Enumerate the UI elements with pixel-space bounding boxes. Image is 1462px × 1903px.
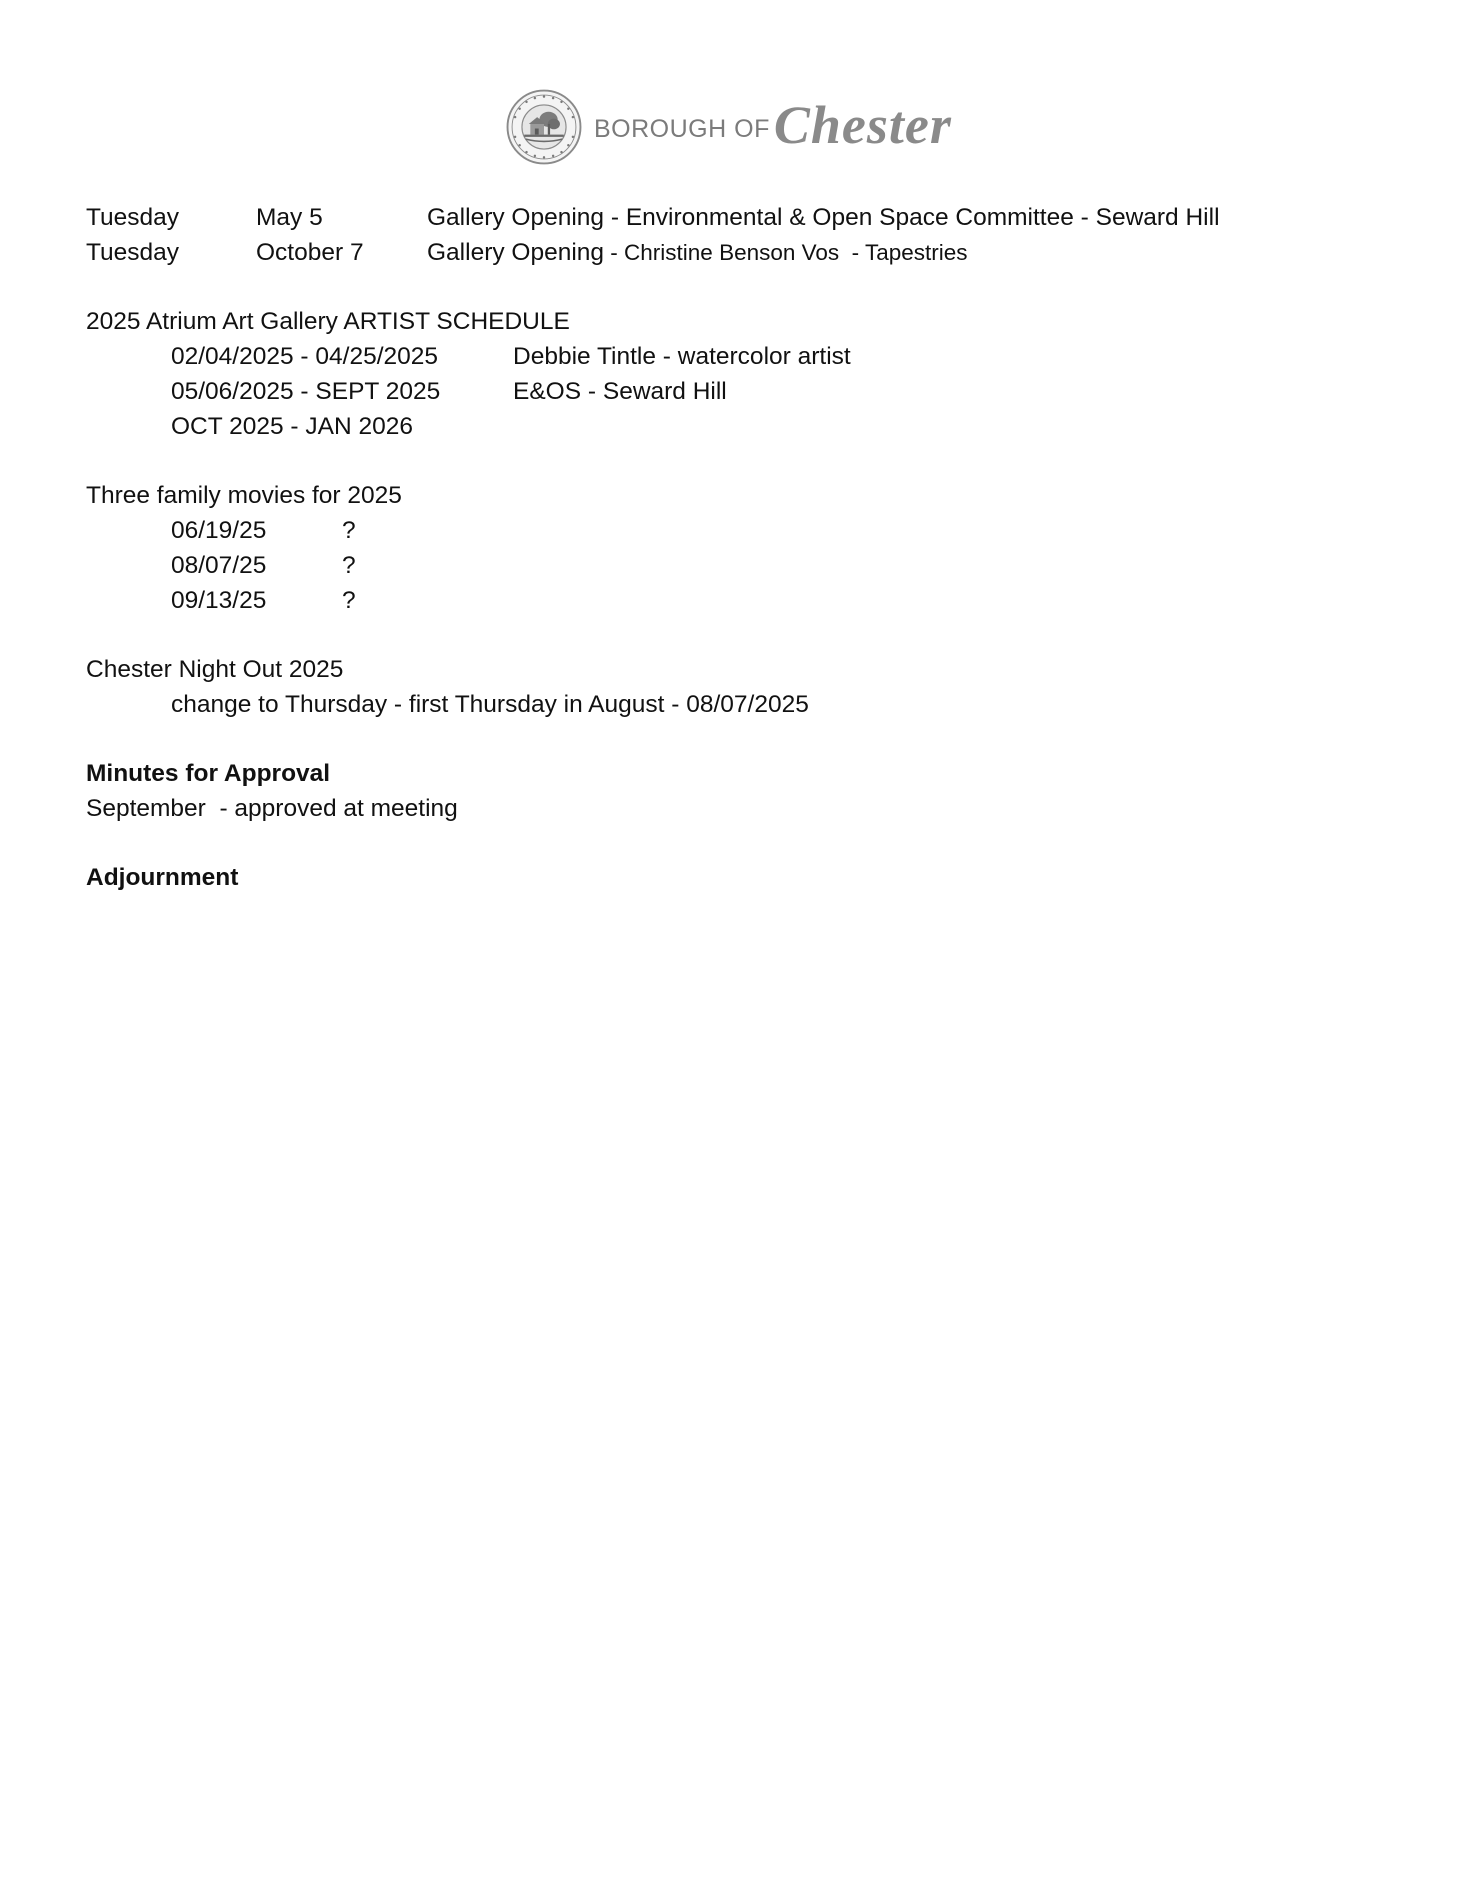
event-2-date: October 7 <box>256 239 364 266</box>
night-out-heading: Chester Night Out 2025 <box>86 656 344 683</box>
movie-1-date: 06/19/25 <box>171 517 267 544</box>
letterhead-prefix: BOROUGH OF <box>594 114 770 143</box>
movie-3-date: 09/13/25 <box>171 587 267 614</box>
event-1-day: Tuesday <box>86 204 180 231</box>
event-2-day: Tuesday <box>86 239 180 266</box>
gallery-row-3-dates: OCT 2025 - JAN 2026 <box>171 413 413 440</box>
movie-2-date: 08/07/25 <box>171 552 267 579</box>
minutes-heading: Minutes for Approval <box>86 760 331 787</box>
letterhead <box>506 88 952 166</box>
movie-2-title: ? <box>342 552 356 579</box>
event-1-title: Gallery Opening <box>427 204 605 231</box>
gallery-row-2-dates: 05/06/2025 - SEPT 2025 <box>171 378 441 405</box>
movie-3-title: ? <box>342 587 356 614</box>
gallery-row-1-dates: 02/04/2025 - 04/25/2025 <box>171 343 439 370</box>
event-2-title: Gallery Opening <box>427 239 605 266</box>
event-1-description <box>427 203 1220 233</box>
event-2-description <box>427 238 968 268</box>
letterhead-name: Chester <box>773 95 952 155</box>
movie-1-title: ? <box>342 517 356 544</box>
movies-heading: Three family movies for 2025 <box>86 482 402 509</box>
gallery-row-1-artist: Debbie Tintle - watercolor artist <box>513 343 851 370</box>
adjournment-heading: Adjournment <box>86 864 239 891</box>
night-out-note: change to Thursday - first Thursday in August - 08/07/2025 <box>171 691 809 718</box>
event-2-detail: - Christine Benson Vos - Tapestries <box>604 240 968 265</box>
gallery-row-2-artist: E&OS - Seward Hill <box>513 378 727 405</box>
event-1-detail: - Environmental & Open Space Committee - Seward Hill <box>604 204 1220 231</box>
gallery-heading: 2025 Atrium Art Gallery ARTIST SCHEDULE <box>86 308 570 335</box>
minutes-text: September - approved at meeting <box>86 795 458 822</box>
event-1-date: May 5 <box>256 204 323 231</box>
borough-seal-icon <box>506 89 582 165</box>
